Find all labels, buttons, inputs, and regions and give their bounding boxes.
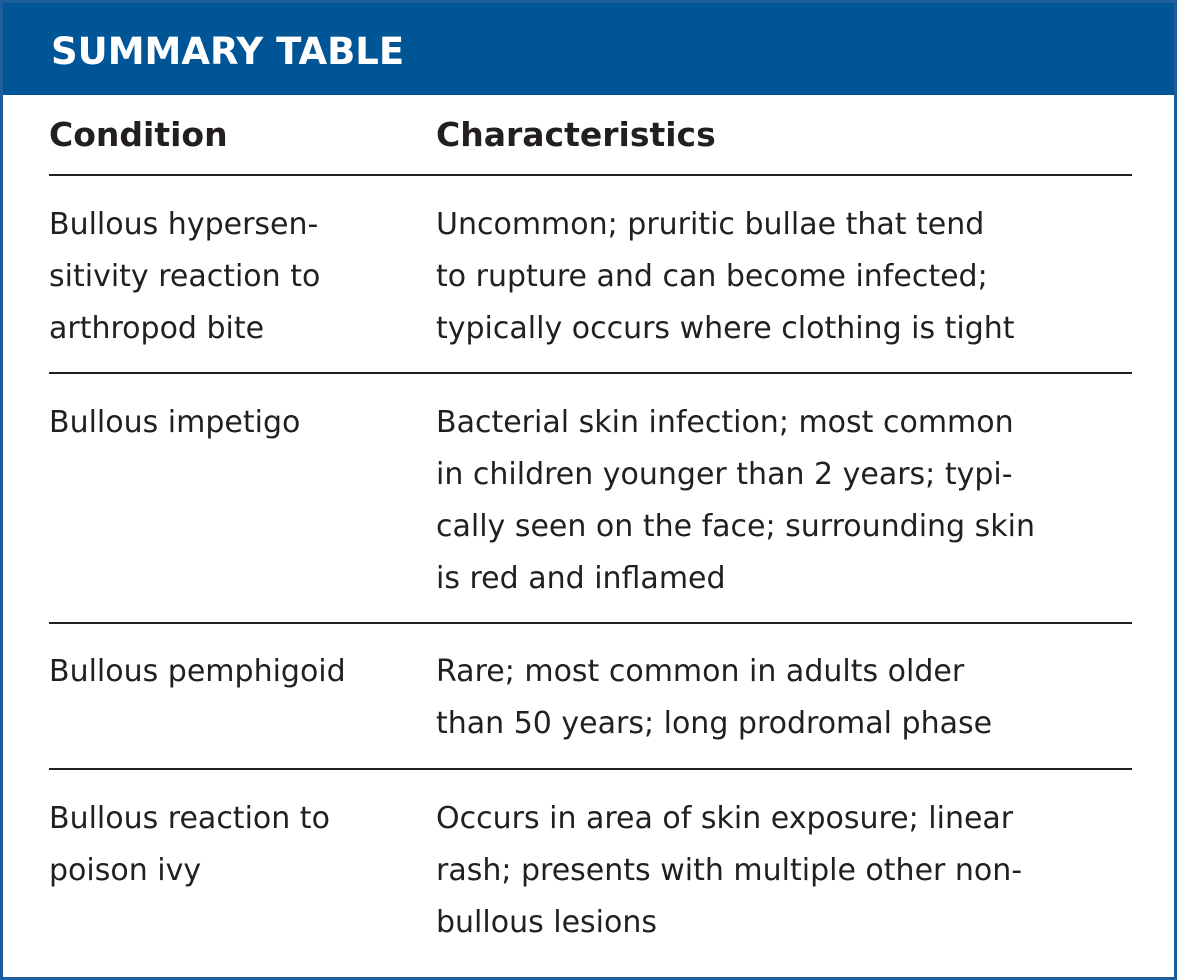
row-4-condition xyxy=(49,793,409,897)
row-2-characteristics-line: Bacterial skin infection; most common xyxy=(436,405,1014,440)
table-title: SUMMARY TABLE xyxy=(51,30,405,73)
row-1-characteristics xyxy=(436,199,1136,355)
row-divider xyxy=(49,372,1132,374)
row-2-characteristics-line: is red and inflamed xyxy=(436,561,726,596)
row-4-characteristics-line: bullous lesions xyxy=(436,905,658,940)
row-3-condition xyxy=(49,646,409,698)
row-2-characteristics-line: cally seen on the face; surrounding skin xyxy=(436,509,1035,544)
row-2-condition xyxy=(49,397,409,449)
column-header-condition: Condition xyxy=(49,115,228,154)
row-divider xyxy=(49,622,1132,624)
row-4-condition-line: poison ivy xyxy=(49,853,202,888)
header-divider xyxy=(49,174,1132,176)
row-2-condition-line: Bullous impetigo xyxy=(49,405,301,440)
row-1-condition xyxy=(49,199,409,355)
title-bar xyxy=(3,3,1174,95)
row-1-characteristics-line: typically occurs where clothing is tight xyxy=(436,311,1015,346)
row-divider xyxy=(49,768,1132,770)
row-1-condition-line: arthropod bite xyxy=(49,311,265,346)
row-1-condition-line: Bullous hypersen- xyxy=(49,207,319,242)
row-1-characteristics-line: Uncommon; pruritic bullae that tend xyxy=(436,207,985,242)
row-4-condition-line: Bullous reaction to xyxy=(49,801,330,836)
row-1-condition-line: sitivity reaction to xyxy=(49,259,321,294)
row-2-characteristics-line: in children younger than 2 years; typi- xyxy=(436,457,1013,492)
row-4-characteristics-line: Occurs in area of skin exposure; linear xyxy=(436,801,1014,836)
row-4-characteristics xyxy=(436,793,1136,949)
row-2-characteristics xyxy=(436,397,1136,605)
row-1-characteristics-line: to rupture and can become infected; xyxy=(436,259,988,294)
row-4-characteristics-line: rash; presents with multiple other non- xyxy=(436,853,1023,888)
row-3-characteristics-line: than 50 years; long prodromal phase xyxy=(436,706,993,741)
row-3-characteristics xyxy=(436,646,1136,750)
row-3-characteristics-line: Rare; most common in adults older xyxy=(436,654,965,689)
row-3-condition-line: Bullous pemphigoid xyxy=(49,654,346,689)
column-header-characteristics: Characteristics xyxy=(436,115,716,154)
